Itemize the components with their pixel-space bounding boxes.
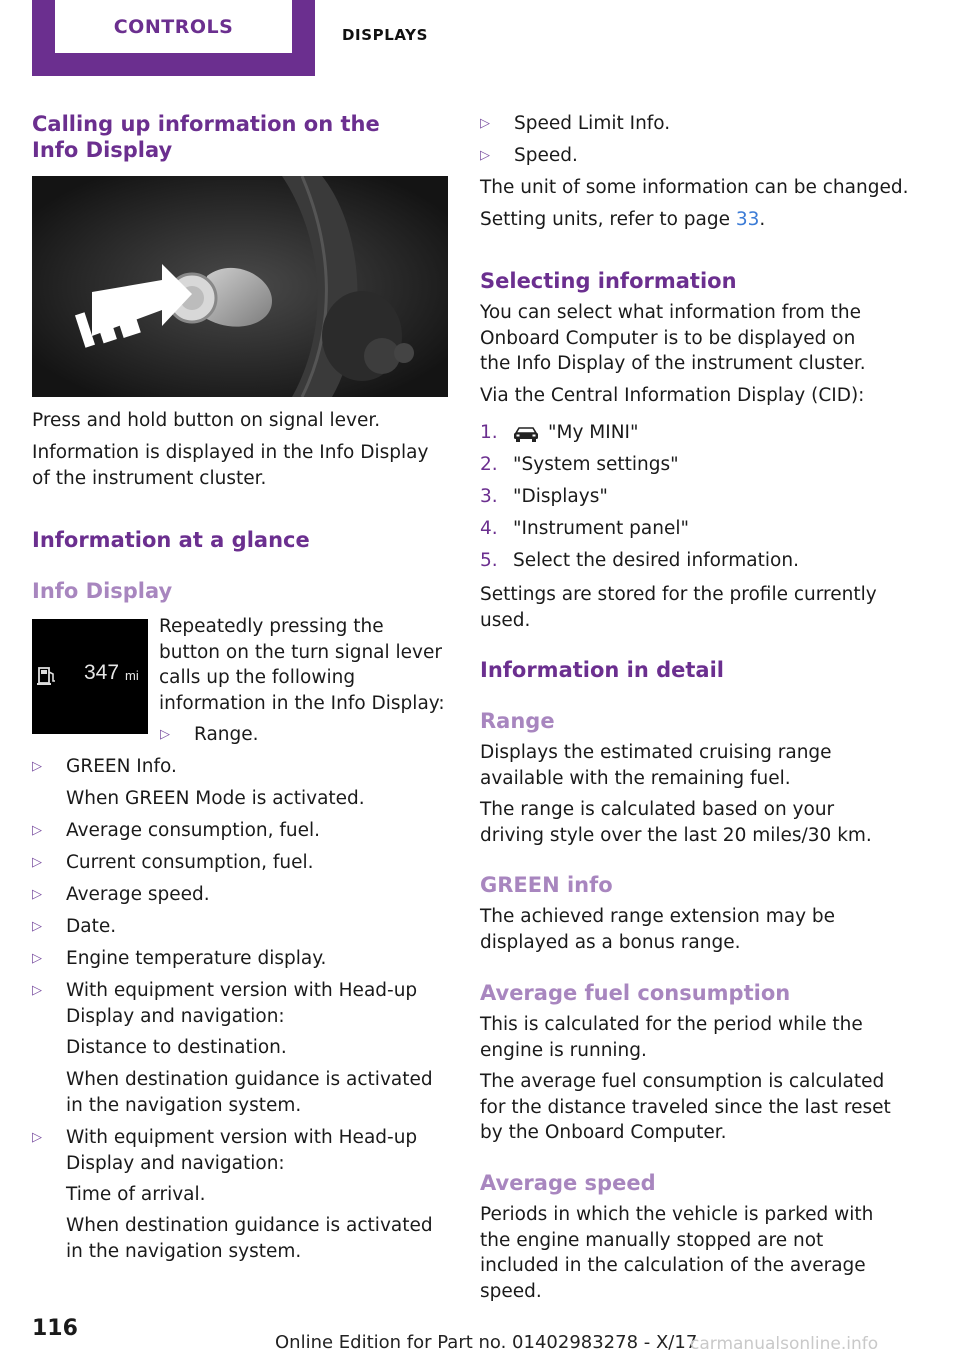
paragraph-unit: The unit of some information can be changed.: [480, 177, 909, 198]
triangle-bullet-icon: ▷: [480, 148, 490, 163]
triangle-bullet-icon: ▷: [32, 823, 42, 838]
chapter-tab-label: CONTROLS: [113, 15, 234, 38]
list-item-sub: Distance to destination.: [66, 1037, 287, 1058]
display-range-value: 347: [84, 661, 120, 684]
paragraph-avg-fuel-2: The average fuel consumption is calculated for the distance traveled since the last reset by the Onboard Computer.: [480, 1071, 891, 1143]
paragraph-range-2: The range is calculated based on your driving style over the last 20 miles/30 km.: [480, 799, 872, 846]
chapter-tab: [32, 0, 315, 76]
watermark: carmanualsonline.info: [690, 1334, 879, 1354]
triangle-bullet-icon: ▷: [160, 727, 170, 742]
paragraph-info-displayed: Information is displayed in the Info Display of the instrument cluster.: [32, 442, 429, 489]
list-item-sub: Time of arrival.: [66, 1184, 206, 1205]
step-4: 4. "Instrument panel": [480, 518, 690, 539]
paragraph-green: The achieved range extension may be displayed as a bonus range.: [480, 906, 836, 953]
heading-calling-up: Calling up information on the Info Display: [32, 112, 380, 162]
heading-info-at-glance: Information at a glance: [32, 528, 310, 552]
heading-range: Range: [480, 709, 555, 733]
paragraph-avg-fuel-1: This is calculated for the period while the engine is running.: [480, 1014, 863, 1061]
page-reference-link[interactable]: 33: [735, 209, 760, 230]
heading-info-detail: Information in detail: [480, 658, 725, 682]
display-range-unit: mi: [125, 668, 139, 683]
paragraph-select: You can select what information from the Onboard Computer is to be displayed on the Info Display of the instrument cluster.: [480, 302, 866, 374]
signal-lever-photo: [32, 176, 448, 397]
step-5: 5. Select the desired information.: [480, 550, 799, 571]
list-item-sub: When GREEN Mode is activated.: [66, 788, 365, 809]
step-2: 2. "System settings": [480, 454, 679, 475]
page-number: 116: [32, 1316, 78, 1341]
step-3: 3. "Displays": [480, 486, 608, 507]
car-icon: [513, 425, 539, 443]
step-1: 1. "My MINI": [480, 422, 639, 443]
triangle-bullet-icon: ▷: [32, 1130, 42, 1145]
triangle-bullet-icon: ▷: [32, 983, 42, 998]
edition-info: Online Edition for Part no. 01402983278 - X/17: [275, 1332, 698, 1353]
heading-avg-speed: Average speed: [480, 1171, 656, 1195]
triangle-bullet-icon: ▷: [32, 887, 42, 902]
paragraph-avg-speed: Periods in which the vehicle is parked with the engine manually stopped are not included in the calculation of the average speed.: [480, 1204, 874, 1302]
section-tab-label: DISPLAYS: [342, 26, 429, 44]
triangle-bullet-icon: ▷: [32, 919, 42, 934]
paragraph-press-hold: Press and hold button on signal lever.: [32, 410, 381, 431]
triangle-bullet-icon: ▷: [32, 759, 42, 774]
triangle-bullet-icon: ▷: [32, 951, 42, 966]
signal-lever-illustration: [32, 176, 448, 397]
list-item-sub: When destination guidance is activated in the navigation system.: [66, 1069, 433, 1116]
paragraph-range-1: Displays the estimated cruising range available with the remaining fuel.: [480, 742, 832, 789]
list-item-sub: When destination guidance is activated in the navigation system.: [66, 1215, 433, 1262]
heading-info-display: Info Display: [32, 579, 173, 603]
triangle-bullet-icon: ▷: [480, 116, 490, 131]
paragraph-via-cid: Via the Central Information Display (CID):: [480, 385, 865, 406]
paragraph-setting-units: Setting units, refer to page 33.: [480, 209, 766, 230]
triangle-bullet-icon: ▷: [32, 855, 42, 870]
heading-green-info: GREEN info: [480, 873, 613, 897]
paragraph-repeatedly: Repeatedly pressing the button on the turn signal lever calls up the following information in the Info Display:: [159, 616, 445, 714]
heading-selecting-info: Selecting information: [480, 269, 737, 293]
paragraph-settings-stored: Settings are stored for the profile currently used.: [480, 584, 877, 631]
info-display-image: [32, 619, 148, 734]
heading-avg-fuel: Average fuel consumption: [480, 981, 791, 1005]
fuel-pump-icon: [37, 665, 59, 687]
